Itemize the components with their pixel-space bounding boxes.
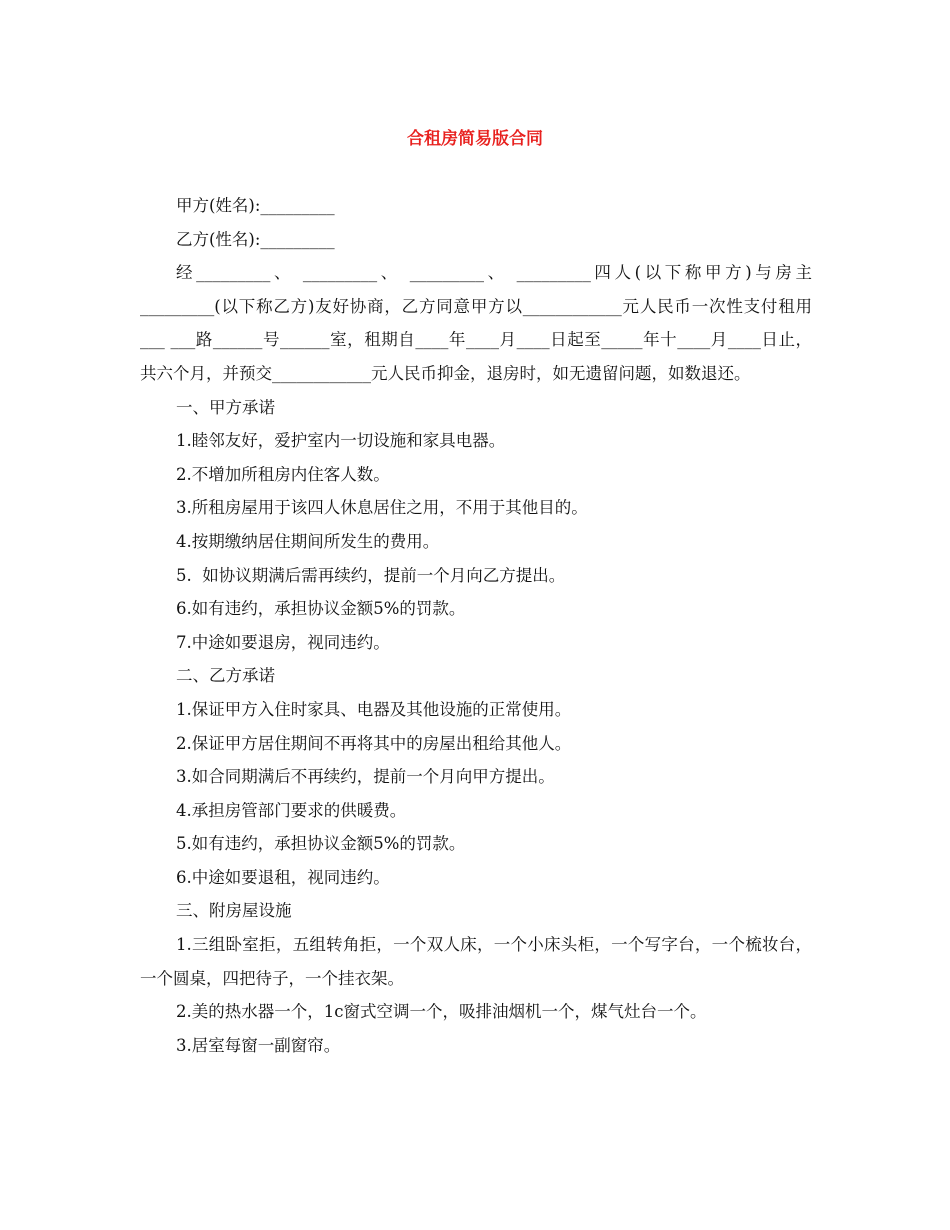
section-heading-facilities: 三、附房屋设施 [176, 901, 292, 921]
document-title: 合租房简易版合同 [407, 129, 543, 149]
clause-a-2: 2.不增加所租房内住客人数。 [176, 464, 390, 484]
clause-a-7: 7.中途如要退房，视同违约。 [176, 632, 390, 652]
clause-a-6: 6.如有违约，承担协议金额5%的罚款。 [176, 599, 466, 619]
document-body [140, 189, 812, 1062]
clause-a-3: 3.所租房屋用于该四人休息居住之用，不用于其他目的。 [176, 498, 588, 518]
clause-b-1: 1.保证甲方入住时家具、电器及其他设施的正常使用。 [176, 699, 572, 719]
facility-1: 1.三组卧室拒，五组转角拒，一个双人床，一个小床头柜，一个写字台，一个梳妆台，一个圆桌，四把待子，一个挂衣架。 [140, 935, 812, 988]
section-heading-party-b: 二、乙方承诺 [176, 666, 275, 686]
clause-b-3: 3.如合同期满后不再续约，提前一个月向甲方提出。 [176, 767, 555, 787]
clause-a-5: 5. 如协议期满后需再续约，提前一个月向乙方提出。 [176, 565, 566, 585]
clause-b-2: 2.保证甲方居住期间不再将其中的房屋出租给其他人。 [176, 733, 572, 753]
intro-paragraph: 经_________、 _________、 _________、 _________四人(以下称甲方)与房主_________(以下称乙方)友好协商，乙方同意甲方以____________元人民币一次性支付租用___ ___路______号______室，租期自____年____月____日起至_____年十____月____日止，共六个月，并预交____________元人民币抑金，退房时，如无遗留问题，如数退还。 [140, 263, 812, 383]
section-heading-party-a: 一、甲方承诺 [176, 397, 275, 417]
clause-a-1: 1.睦邻友好，爱护室内一切设施和家具电器。 [176, 431, 506, 451]
party-b-line: 乙方(性名):_________ [176, 229, 335, 249]
clause-b-5: 5.如有违约，承担协议金额5%的罚款。 [176, 834, 466, 854]
facility-3: 3.居室每窗一副窗帘。 [176, 1035, 341, 1055]
clause-b-4: 4.承担房管部门要求的供暖费。 [176, 800, 407, 820]
party-a-line: 甲方(姓名):_________ [176, 196, 335, 215]
clause-a-4: 4.按期缴纳居住期间所发生的费用。 [176, 531, 440, 551]
clause-b-6: 6.中途如要退租，视同违约。 [176, 867, 390, 887]
facility-2: 2.美的热水器一个，1c窗式空调一个，吸排油烟机一个，煤气灶台一个。 [176, 1002, 707, 1022]
